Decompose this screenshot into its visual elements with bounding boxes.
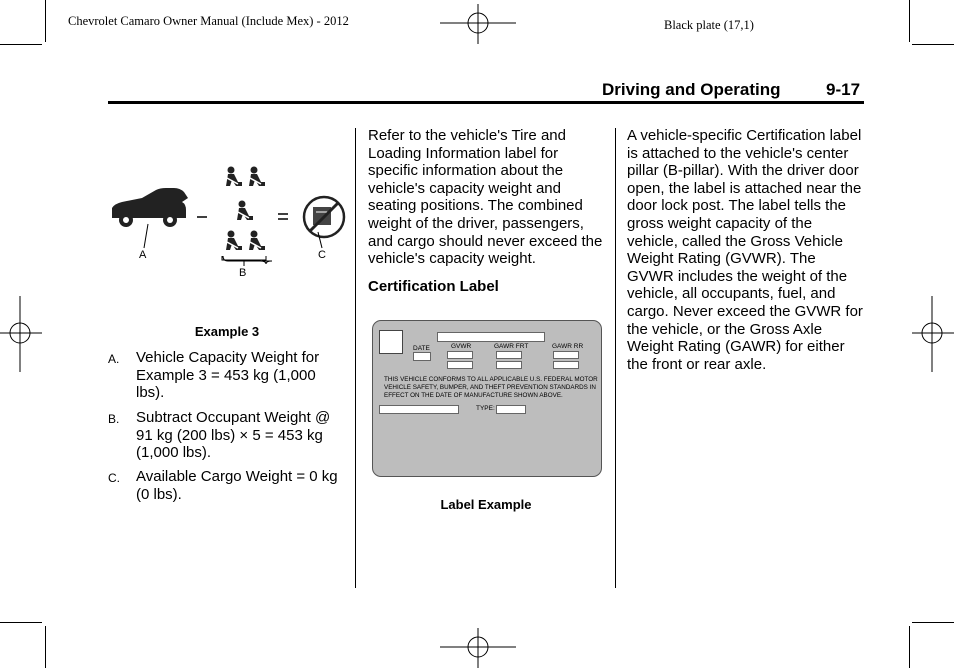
list-text: Subtract Occupant Weight @ 91 kg (200 lbs) × 5 = 453 kg (1,000 lbs).	[136, 409, 331, 462]
crop-mark	[912, 622, 954, 623]
list-item	[108, 468, 344, 503]
list-letter: B.	[108, 412, 120, 426]
body-paragraph: Refer to the vehicle's Tire and Loading Information label for specific information about the vehicle's capacity weight and seating positions. The combined weight of the driver, passengers, and cargo should never exceed the vehicle's capacity weight.	[368, 127, 603, 268]
crop-mark	[0, 44, 42, 45]
date-label: DATE	[413, 345, 430, 352]
gawr-rr-label: GAWR RR	[552, 343, 584, 350]
column-divider	[615, 128, 616, 588]
gvwr-field	[447, 361, 473, 369]
subheading: Certification Label	[368, 278, 499, 295]
section-title: Driving and Operating	[602, 80, 781, 99]
gvwr-field	[447, 351, 473, 359]
label-a: A	[139, 249, 147, 261]
label-logo-box	[379, 330, 403, 354]
gawr-rr-field	[553, 361, 579, 369]
no-cargo-icon	[304, 197, 344, 237]
figure-caption: Label Example	[440, 497, 532, 512]
certification-label-figure	[372, 320, 602, 477]
crop-mark	[912, 44, 954, 45]
label-top-field	[437, 332, 545, 342]
list-item	[108, 409, 344, 462]
car-icon	[112, 188, 188, 227]
label-b: B	[239, 267, 247, 279]
column-divider	[355, 128, 356, 588]
date-field	[413, 352, 431, 361]
registration-mark-icon	[0, 296, 42, 372]
gawr-frt-field	[496, 361, 522, 369]
capacity-diagram	[108, 160, 352, 285]
gawr-rr-field	[553, 351, 579, 359]
gawr-frt-field	[496, 351, 522, 359]
crop-mark	[909, 0, 910, 42]
body-paragraph: A vehicle-specific Certification label is attached to the vehicle's center pillar (B-pillar). With the driver door open, the label is attached near the door lock post. The label tells the gross weight capacity of the vehicle, called the Gross Vehicle Weight Rating (GVWR). The GVWR includes the weight of the vehicle, all occupants, fuel, and cargo. Never exceed the GVWR for the vehicle, or the Gross Axle Weight Rating (GAWR) for either the front or rear axle.	[627, 127, 863, 373]
occupant-icons	[225, 167, 265, 251]
vin-field	[379, 405, 459, 414]
type-label: TYPE:	[476, 405, 495, 412]
statement-line: EFFECT ON THE DATE OF MANUFACTURE SHOWN ABOVE.	[384, 392, 563, 399]
header-rule	[108, 101, 864, 104]
registration-mark-icon	[440, 4, 516, 44]
figure-caption: Example 3	[194, 324, 260, 339]
type-field	[496, 405, 526, 414]
registration-mark-icon	[440, 628, 516, 668]
gvwr-label: GVWR	[451, 343, 472, 350]
label-c: C	[318, 249, 326, 261]
list-item	[108, 349, 344, 402]
statement-line: THIS VEHICLE CONFORMS TO ALL APPLICABLE U.S. FEDERAL MOTOR	[384, 376, 598, 383]
list-letter: C.	[108, 471, 120, 485]
crop-mark	[45, 0, 46, 42]
list-text: Available Cargo Weight = 0 kg (0 lbs).	[136, 468, 338, 503]
crop-mark	[45, 626, 46, 668]
print-header-title: Chevrolet Camaro Owner Manual (Include Mex) - 2012	[68, 14, 349, 28]
crop-mark	[0, 622, 42, 623]
conformity-statement	[384, 376, 600, 400]
registration-mark-icon	[912, 296, 954, 372]
statement-line: VEHICLE SAFETY, BUMPER, AND THEFT PREVENTION STANDARDS IN	[384, 384, 596, 391]
crop-mark	[909, 626, 910, 668]
page-number: 9-17	[826, 80, 861, 99]
list-letter: A.	[108, 352, 120, 366]
gawr-frt-label: GAWR FRT	[494, 343, 529, 350]
print-header-plate: Black plate (17,1)	[664, 18, 754, 32]
list-text: Vehicle Capacity Weight for Example 3 = 453 kg (1,000 lbs).	[136, 349, 320, 402]
